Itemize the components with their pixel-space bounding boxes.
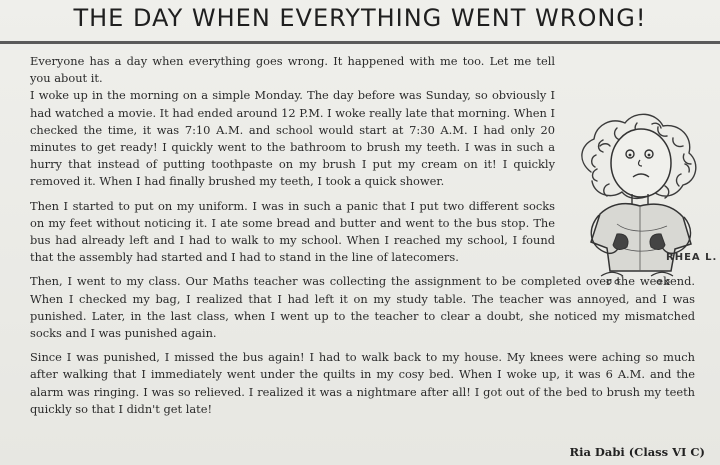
right-pupil xyxy=(648,154,651,157)
shoe-detail-right-2 xyxy=(665,280,669,284)
paragraph-morning: I woke up in the morning on a simple Monday. The day before was Sunday, so obviously I had watched a movie. It had ended around 12 P.M. I woke really late that morning. When I checked the time, it was 7:10 A.M. and school would start at 7:30 A.M. I had only 20 minutes to get ready! I quickly went to the bathroom to brush my teeth. I was in such a hurry that instead of putting toothpaste on my brush I put my cream on it! I quickly removed it. When I had finally brushed my teeth, I took a quick shower. xyxy=(30,88,555,189)
article-header xyxy=(0,0,720,44)
face xyxy=(611,129,671,197)
shoe-detail-right xyxy=(657,280,661,284)
article-title: THE DAY WHEN EVERYTHING WENT WRONG! xyxy=(73,4,647,32)
paragraph-nightmare: Since I was punished, I missed the bus again! I had to walk back to my house. My knees were aching so much after walking that I immediately went under the quilts in my cosy bed. When I woke up, it was 6 A.M. and the alarm was ringing. I was so relieved. I realized it was a nightmare after all! I got out of the bed to brush my teeth quickly so that I didn't get late! xyxy=(30,350,695,416)
bottom-detail xyxy=(601,272,673,276)
paragraph-intro: Everyone has a day when everything goes wrong. It happened with me too. Let me tell you about it. xyxy=(30,54,555,86)
left-pupil xyxy=(629,154,632,157)
author-signature: Ria Dabi (Class VI C) xyxy=(569,445,705,459)
shoe-detail-left xyxy=(607,280,611,284)
illustration-signature: RHEA L. xyxy=(666,252,718,263)
paragraph-class: Then, I went to my class. Our Maths teacher was collecting the assignment to be completed over the weekend. When I checked my bag, I realized that I had left it on my study table. The teacher was annoyed, and I was punished. Later, in the last class, when I went up to the teacher to clear a doubt, she noticed my mismatched socks and I was punished again. xyxy=(30,274,695,341)
paragraph-uniform: Then I started to put on my uniform. I was in such a panic that I put two different socks on my feet without noticing it. I ate some bread and butter and went to the bus stop. The bus had already left and I had to walk to my school. When I reached my school, I found that the assembly had started and I had to stand in the line of latecomers. xyxy=(30,198,555,265)
girl-drawing-illustration xyxy=(557,106,717,291)
shoe-detail-left-2 xyxy=(615,280,619,284)
